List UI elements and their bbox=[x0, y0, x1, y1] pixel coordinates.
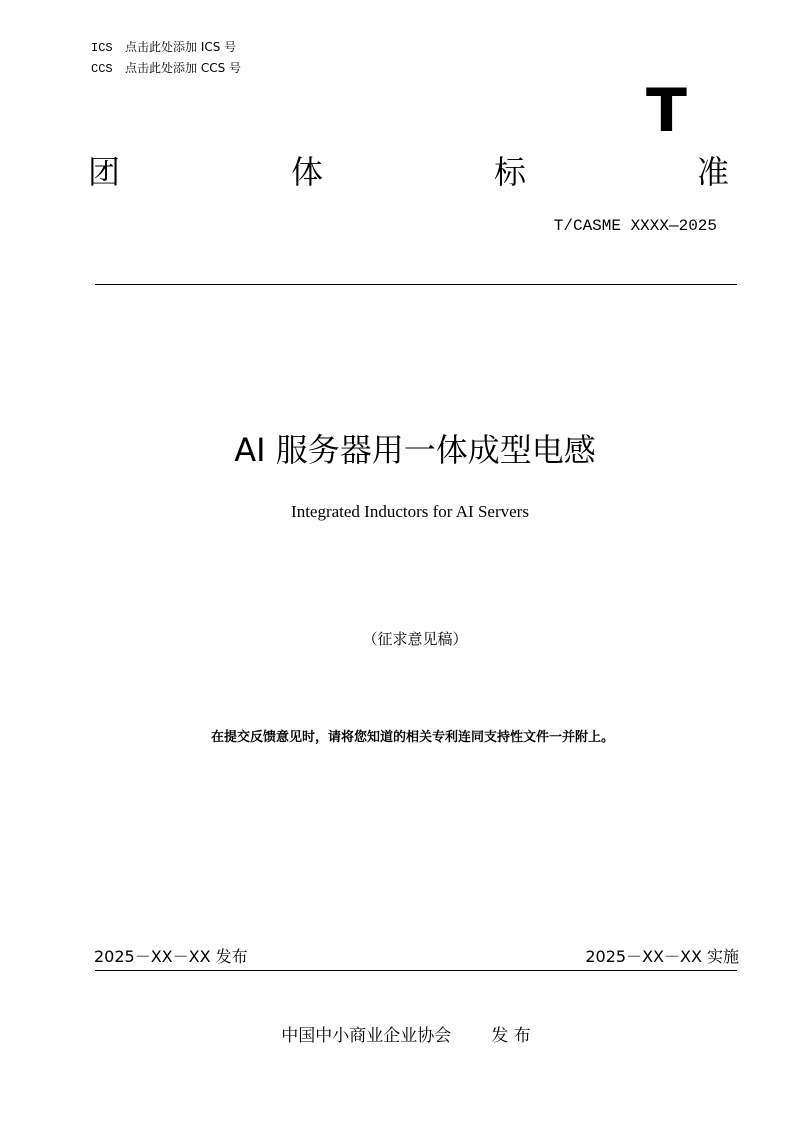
ccs-label: CCS bbox=[91, 62, 113, 76]
publisher-line bbox=[0, 1024, 792, 1048]
publish-date: 2025－XX－XX 发布 bbox=[94, 947, 248, 966]
ics-line bbox=[91, 40, 236, 55]
ics-placeholder[interactable]: 点击此处添加 ICS 号 bbox=[125, 40, 237, 54]
publisher-org: 中国中小商业企业协会 bbox=[281, 1026, 452, 1046]
patent-notice: 在提交反馈意见时，请将您知道的相关专利连同支持性文件一并附上。 bbox=[210, 730, 614, 745]
header-divider bbox=[95, 284, 737, 285]
footer-divider bbox=[95, 970, 737, 971]
ccs-placeholder[interactable]: 点击此处添加 CCS 号 bbox=[125, 61, 242, 75]
document-title-english: Integrated Inductors for AI Servers bbox=[291, 502, 529, 521]
publisher-action: 发 布 bbox=[491, 1026, 531, 1046]
ics-label: ICS bbox=[91, 41, 113, 55]
standard-type-char-1: 团 bbox=[88, 153, 121, 191]
standard-type-char-4: 准 bbox=[697, 153, 730, 191]
standard-number: T/CASME XXXX—2025 bbox=[553, 217, 717, 235]
implementation-date: 2025－XX－XX 实施 bbox=[585, 947, 739, 966]
standard-type-char-2: 体 bbox=[291, 153, 324, 191]
standard-type-char-3: 标 bbox=[494, 153, 527, 191]
standard-type-letter: T bbox=[646, 76, 687, 146]
draft-status: （征求意见稿） bbox=[362, 630, 468, 648]
ccs-line bbox=[91, 61, 241, 76]
document-title-chinese: AI 服务器用一体成型电感 bbox=[234, 431, 596, 469]
